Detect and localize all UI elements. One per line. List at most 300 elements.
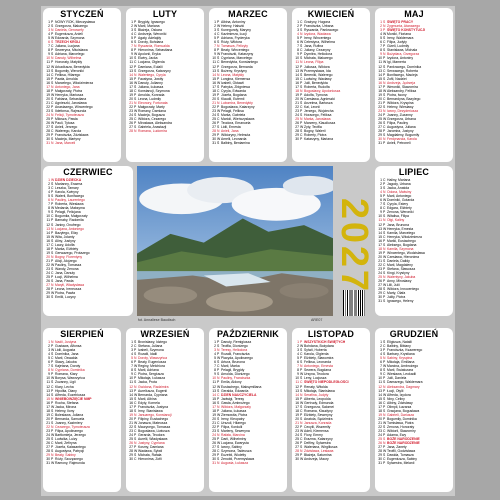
day-number: 24: [378, 433, 382, 438]
weekday-letter: P: [300, 137, 303, 142]
weekday-letter: N: [383, 275, 386, 280]
day-number: 17: [46, 404, 50, 409]
nameday-text: Joanny, Kazimiery: [55, 420, 83, 425]
weekday-letter: W: [134, 80, 138, 85]
nameday-text: Daniela, Genowefy: [55, 28, 84, 33]
weekday-letter: C: [51, 412, 54, 417]
weekday-letter: Ś: [51, 380, 54, 385]
weekday-letter: S: [383, 380, 386, 385]
nameday-text: Emilii, Lucyny: [55, 295, 76, 300]
day-number: 8: [48, 368, 50, 373]
weekday-letter: P: [217, 133, 220, 138]
nameday-text: Elwiry, Jacka: [138, 56, 158, 61]
weekday-letter: P: [217, 76, 220, 81]
weekday-letter: P: [300, 453, 303, 458]
nameday-text: ŚWIĘTO PRACY: [387, 20, 414, 24]
day-number: 15: [46, 396, 50, 401]
weekday-letter: W: [300, 429, 304, 434]
nameday-text: Sylwii, Huberta: [304, 348, 327, 353]
day-number: 2: [380, 182, 382, 187]
nameday-text: Zdzisława, Lesława: [304, 449, 334, 454]
nameday-text: Olgi, Kaliny: [387, 218, 405, 223]
weekday-letter: Ś: [300, 129, 303, 134]
weekday-letter: P: [217, 48, 220, 53]
nameday-text: Arnolda, Konrada: [138, 92, 165, 97]
nameday-text: Kajetana, Doroty: [55, 364, 81, 369]
day-number: 21: [212, 100, 216, 105]
weekday-letter: Ś: [51, 40, 54, 45]
nameday-text: Henryka, Mariusza: [55, 92, 84, 97]
weekday-letter: P: [134, 360, 137, 365]
nameday-text: Romana, Ludomira: [138, 129, 167, 134]
day-number: 7: [297, 44, 299, 49]
nameday-text: Anastazego, Wincentego: [55, 104, 93, 109]
nameday-text: Zyty, Teofila: [304, 125, 322, 130]
nameday-text: Kai, Leonii: [304, 104, 320, 109]
nameday-text: Edyty, Kornela: [138, 400, 160, 405]
weekday-letter: S: [217, 400, 220, 405]
nameday-text: Ireny, Kleopatry: [221, 416, 245, 421]
weekday-letter: N: [51, 84, 54, 89]
nameday-text: TRZECH KRÓLI: [55, 40, 81, 45]
weekday-letter: P: [383, 360, 386, 365]
day-list: [292, 340, 370, 461]
nameday-text: Andrzeja, Jędrzeja: [387, 80, 416, 85]
nameday-text: Beaty, Sabiny: [55, 453, 76, 458]
month-card: [375, 328, 453, 492]
nameday-text: Alberta, Leopolda: [304, 396, 331, 401]
weekday-letter: C: [383, 234, 386, 239]
weekday-letter: C: [383, 96, 386, 101]
day-number: 15: [295, 76, 299, 81]
weekday-letter: W: [134, 109, 138, 114]
nameday-text: Brygidy, Ignacego: [138, 20, 165, 24]
weekday-letter: N: [51, 141, 54, 146]
weekday-letter: P: [51, 344, 54, 349]
day-number: 22: [46, 104, 50, 109]
weekday-letter: W: [51, 234, 55, 239]
weekday-letter: N: [300, 449, 303, 454]
day-number: 27: [378, 283, 382, 288]
nameday-text: Walerego, Karola: [55, 129, 82, 134]
day-number: 19: [46, 412, 50, 417]
weekday-letter: S: [134, 408, 137, 413]
day-number: 29: [378, 291, 382, 296]
weekday-letter: P: [383, 44, 386, 49]
nameday-text: BOŻE NARODZENIE: [387, 441, 420, 446]
day-number: 20: [46, 96, 50, 101]
day-number: 4: [380, 190, 382, 195]
weekday-letter: S: [51, 24, 54, 29]
nameday-text: Filipiny, Eustachego: [138, 416, 169, 421]
weekday-letter: S: [300, 113, 303, 118]
nameday-text: Marty, Olafa: [387, 291, 406, 296]
nameday-text: Jana, Danuty: [55, 271, 75, 276]
day-number: 20: [129, 96, 133, 101]
weekday-letter: S: [217, 457, 220, 462]
nameday-text: Gerarda, Teodora: [138, 433, 165, 438]
weekday-letter: N: [217, 72, 220, 77]
nameday-text: Marii, Albina: [138, 396, 157, 401]
nameday-text: Gracjana, Bogusława: [387, 408, 420, 413]
day-number: 8: [131, 48, 133, 53]
nameday-text: Małgorzaty, Piotra: [55, 88, 83, 93]
weekday-letter: N: [51, 198, 54, 203]
day-number: 18: [295, 408, 299, 413]
day-number: 12: [46, 384, 50, 389]
nameday-text: Eleonory, Fortunata: [138, 100, 168, 105]
weekday-letter: P: [51, 230, 54, 235]
photo-credit: fot. Annaliese Baudisch: [138, 318, 176, 322]
weekday-letter: N: [217, 100, 220, 105]
day-number: 2: [380, 344, 382, 349]
day-list: [292, 20, 370, 141]
day-list: [43, 20, 121, 145]
day-number: 21: [46, 420, 50, 425]
day-number: 18: [378, 246, 382, 251]
month-name: MARZEC: [228, 9, 268, 19]
nameday-text: Wiesława, Leokadii: [387, 372, 417, 377]
weekday-letter: Ś: [383, 340, 386, 344]
day-number: 23: [129, 109, 133, 114]
day-number: 26: [212, 441, 216, 446]
nameday-text: Jerzego, Wojciecha: [304, 109, 334, 114]
nameday-text: Bogumiły, Dominika: [387, 416, 417, 421]
day-list: [375, 340, 453, 465]
day-number: 17: [295, 404, 299, 409]
nameday-text: Renaty, Witolda: [304, 384, 328, 389]
day-number: 13: [46, 68, 50, 73]
day-number: 14: [378, 230, 382, 235]
day-number: 11: [46, 218, 50, 223]
weekday-letter: N: [383, 137, 386, 142]
nameday-text: Piotra, Sergiusza: [138, 372, 164, 377]
nameday-text: Filipa, Apolinarego: [55, 429, 83, 434]
day-row: [45, 461, 119, 465]
weekday-letter: Ś: [383, 368, 386, 373]
weekday-letter: P: [51, 400, 54, 405]
nameday-text: Pelagii, Feliksa: [221, 109, 244, 114]
day-number: 20: [295, 416, 299, 421]
weekday-letter: W: [51, 348, 55, 353]
weekday-letter: S: [51, 279, 54, 284]
day-number: 8: [48, 48, 50, 53]
day-number: 14: [295, 72, 299, 77]
month-card: [126, 8, 204, 162]
nameday-text: Patryka, Zbigniewa: [221, 84, 250, 89]
weekday-letter: P: [217, 453, 220, 458]
month-card: [375, 8, 453, 162]
weekday-letter: P: [51, 372, 54, 377]
nameday-text: Henryka, Włodzimierza: [387, 234, 422, 239]
weekday-letter: Ś: [383, 287, 386, 292]
nameday-text: Maryli, Władysława: [55, 283, 85, 288]
day-row: [45, 295, 131, 299]
weekday-letter: P: [300, 368, 303, 373]
nameday-text: Przemysława, Ida: [304, 68, 331, 73]
weekday-letter: P: [51, 445, 54, 450]
weekday-letter: P: [51, 258, 54, 263]
nameday-text: Gizeli, Ludmiły: [387, 44, 410, 49]
nameday-text: Cecylii, Wszemiły: [304, 424, 331, 429]
day-number: 2: [48, 182, 50, 187]
day-number: 3: [131, 348, 133, 353]
weekday-letter: P: [217, 121, 220, 126]
nameday-text: Teofila, Dionizego: [221, 344, 248, 349]
day-number: 22: [212, 424, 216, 429]
nameday-text: Cypriana, Dominika: [55, 368, 85, 373]
day-number: 3: [48, 348, 50, 353]
nameday-text: Marzeny, Klaudiusza: [304, 121, 336, 126]
day-number: 26: [46, 279, 50, 284]
weekday-letter: C: [383, 262, 386, 267]
nameday-text: Bazylego, Elizy: [55, 230, 78, 235]
day-number: 15: [378, 396, 382, 401]
nameday-text: Marleny, Seweryna: [221, 429, 250, 434]
nameday-text: Juliany, Cezaryny: [304, 48, 331, 53]
day-number: 14: [46, 392, 50, 397]
calendar-sheet: [41, 6, 455, 496]
weekday-letter: P: [300, 64, 303, 69]
day-number: 14: [46, 72, 50, 77]
nameday-text: Gerwazego, Protazego: [55, 250, 90, 255]
day-number: 27: [212, 125, 216, 130]
nameday-text: Ziemowita, Piotra: [221, 412, 248, 417]
day-number: 1: [214, 20, 216, 24]
weekday-letter: P: [300, 92, 303, 97]
nameday-text: Marcina, Ambrożego: [387, 364, 419, 369]
weekday-letter: N: [300, 60, 303, 65]
day-number: 9: [131, 372, 133, 377]
day-number: 18: [212, 88, 216, 93]
weekday-letter: S: [134, 40, 137, 45]
day-number: 11: [46, 380, 50, 385]
weekday-letter: W: [217, 384, 221, 389]
year-digit: 7: [333, 269, 376, 291]
weekday-letter: Ś: [217, 84, 220, 89]
day-number: 25: [295, 437, 299, 442]
day-number: 11: [295, 60, 299, 65]
day-number: 23: [212, 109, 216, 114]
day-number: 4: [380, 352, 382, 357]
day-number: 24: [129, 433, 133, 438]
nameday-text: Honoraty, Matyldy: [55, 60, 83, 65]
day-number: 31: [46, 141, 50, 146]
weekday-letter: Ś: [217, 141, 220, 146]
weekday-letter: Ś: [51, 125, 54, 130]
day-number: 14: [129, 392, 133, 397]
weekday-letter: W: [383, 420, 387, 425]
weekday-letter: P: [383, 279, 386, 284]
nameday-text: Bernarda, Cypriana: [138, 392, 168, 397]
day-number: 17: [212, 404, 216, 409]
nameday-text: Jana, Brunona: [387, 222, 410, 227]
weekday-letter: S: [51, 364, 54, 369]
day-number: 11: [378, 218, 382, 223]
weekday-letter: S: [383, 48, 386, 53]
weekday-letter: N: [217, 348, 220, 353]
day-number: 15: [212, 76, 216, 81]
day-number: 26: [129, 121, 133, 126]
day-number: 28: [378, 287, 382, 292]
weekday-letter: P: [134, 433, 137, 438]
weekday-letter: P: [217, 20, 220, 24]
day-list: [126, 340, 204, 461]
nameday-text: Jana, Pawła: [55, 279, 74, 284]
weekday-letter: P: [300, 109, 303, 114]
nameday-text: Bogusława, Katarzyny: [221, 104, 255, 109]
nameday-text: Laury, Adolfa: [55, 242, 75, 247]
weekday-letter: N: [383, 80, 386, 85]
weekday-letter: N: [134, 44, 137, 49]
weekday-letter: W: [51, 291, 55, 296]
day-number: 19: [129, 412, 133, 417]
nameday-text: Elżbiety, Seweryny: [304, 412, 333, 417]
day-number: 9: [380, 210, 382, 215]
nameday-text: Adeli, Klemensa: [304, 429, 329, 434]
day-number: 3: [297, 348, 299, 353]
day-number: 20: [46, 416, 50, 421]
day-number: 24: [212, 113, 216, 118]
nameday-text: Łucji, Wilhelma: [55, 275, 78, 280]
month-name: PAŹDZIERNIK: [216, 329, 280, 339]
nameday-text: Marioli, Wieńczysława: [221, 117, 255, 122]
weekday-letter: C: [217, 32, 220, 37]
weekday-letter: W: [383, 198, 387, 203]
day-number: 7: [380, 44, 382, 49]
nameday-text: Dawida, Tomasza: [387, 453, 414, 458]
nameday-text: Józefa, Bogdana: [221, 92, 247, 97]
nameday-text: Błażeja, Oskara: [138, 28, 162, 33]
weekday-letter: P: [383, 84, 386, 89]
nameday-text: Adriana, Marcelego: [55, 52, 85, 57]
weekday-letter: P: [134, 388, 137, 393]
day-number: 30: [295, 137, 299, 142]
weekday-letter: P: [134, 348, 137, 353]
day-number: 4: [131, 32, 133, 37]
day-number: 1: [380, 20, 382, 24]
weekday-letter: P: [383, 433, 386, 438]
day-number: 13: [129, 388, 133, 393]
day-number: 2: [297, 344, 299, 349]
day-number: 4: [48, 32, 50, 37]
nameday-text: Walerii, Bonifacego: [55, 194, 85, 199]
weekday-letter: N: [217, 433, 220, 438]
day-number: 15: [212, 396, 216, 401]
weekday-letter: S: [134, 437, 137, 442]
weekday-letter: C: [134, 88, 137, 93]
weekday-letter: W: [300, 400, 304, 405]
nameday-text: Wiktora, Kryspina: [387, 100, 414, 105]
nameday-text: Delfiny, Sylwestra: [304, 441, 331, 446]
weekday-letter: N: [51, 396, 54, 401]
weekday-letter: Ś: [51, 96, 54, 101]
day-number: 28: [212, 449, 216, 454]
day-number: 26: [295, 121, 299, 126]
day-number: 22: [46, 424, 50, 429]
weekday-letter: N: [217, 461, 220, 466]
weekday-letter: W: [51, 404, 55, 409]
nameday-text: Juliusza, Wiktora: [304, 64, 330, 69]
weekday-letter: W: [51, 64, 55, 69]
weekday-letter: C: [51, 356, 54, 361]
nameday-text: Eugeniusza, Sabiny: [387, 457, 417, 462]
nameday-text: Wiktorii, Sławomiry: [387, 429, 416, 434]
nameday-text: Albiny, Zdzisławy: [387, 400, 413, 405]
nameday-text: Igi, Mamerta: [387, 60, 406, 65]
weekday-letter: N: [217, 129, 220, 134]
nameday-text: Wacława, Sylwii: [138, 449, 163, 454]
nameday-text: ŚWIĘTO KONSTYTUCJI: [387, 28, 426, 33]
day-number: 16: [46, 400, 50, 405]
day-number: 31: [212, 141, 216, 146]
weekday-letter: W: [217, 109, 221, 114]
day-list: [375, 20, 453, 145]
weekday-letter: P: [383, 461, 386, 466]
day-number: 9: [297, 372, 299, 377]
day-number: 1: [48, 20, 50, 24]
day-number: 4: [380, 32, 382, 37]
weekday-letter: P: [134, 121, 137, 126]
day-number: 11: [129, 60, 133, 65]
day-number: 17: [212, 84, 216, 89]
nameday-text: Pauli, Tytusa: [55, 121, 75, 126]
nameday-text: Augusta, Łukasza: [221, 461, 248, 466]
nameday-text: Magdaleny, Bogumiły: [387, 133, 420, 138]
day-number: 2: [48, 24, 50, 29]
weekday-letter: P: [51, 457, 54, 462]
weekday-letter: Ś: [51, 238, 54, 243]
day-number: 5: [297, 36, 299, 41]
day-number: 6: [48, 360, 50, 365]
day-number: 17: [378, 84, 382, 89]
weekday-letter: C: [217, 449, 220, 454]
year-digit: 0: [333, 221, 376, 243]
day-number: 5: [214, 356, 216, 361]
nameday-text: Wincentego, Wodzisława: [387, 250, 425, 255]
nameday-text: Konstancji, Szymona: [138, 88, 170, 93]
nameday-text: Arkadiusza, Benedykta: [55, 64, 90, 69]
day-number: 25: [129, 437, 133, 442]
nameday-text: Lubomira, Benedykty: [221, 100, 253, 105]
nameday-text: Odona, Malwiny: [387, 190, 412, 195]
day-number: 31: [378, 141, 382, 146]
day-number: 7: [297, 364, 299, 369]
weekday-letter: S: [383, 271, 386, 276]
landscape-photo: [137, 166, 333, 316]
nameday-text: Felicji, Tymoteusza: [55, 113, 84, 118]
weekday-letter: W: [383, 60, 387, 65]
weekday-letter: W: [300, 457, 304, 462]
day-number: 27: [295, 445, 299, 450]
day-number: 1: [380, 178, 382, 182]
nameday-text: Ryszarda, Romualda: [138, 44, 170, 49]
nameday-text: Geralda, Edwarda: [221, 388, 249, 393]
nameday-text: Beaty, Eugeniusza: [138, 360, 167, 365]
day-number: 9: [48, 372, 50, 377]
day-number: 6: [131, 360, 133, 365]
nameday-text: Mariki, Eustachego: [387, 238, 416, 243]
weekday-letter: N: [51, 424, 54, 429]
day-number: 7: [214, 44, 216, 49]
day-number: 15: [46, 234, 50, 239]
weekday-letter: Ś: [300, 44, 303, 49]
nameday-text: Amelii, Leonarda: [221, 137, 247, 142]
day-number: 23: [212, 429, 216, 434]
day-number: 1: [297, 340, 299, 344]
nameday-text: Sabiny, Kryspina: [387, 356, 413, 361]
weekday-letter: P: [51, 48, 54, 53]
